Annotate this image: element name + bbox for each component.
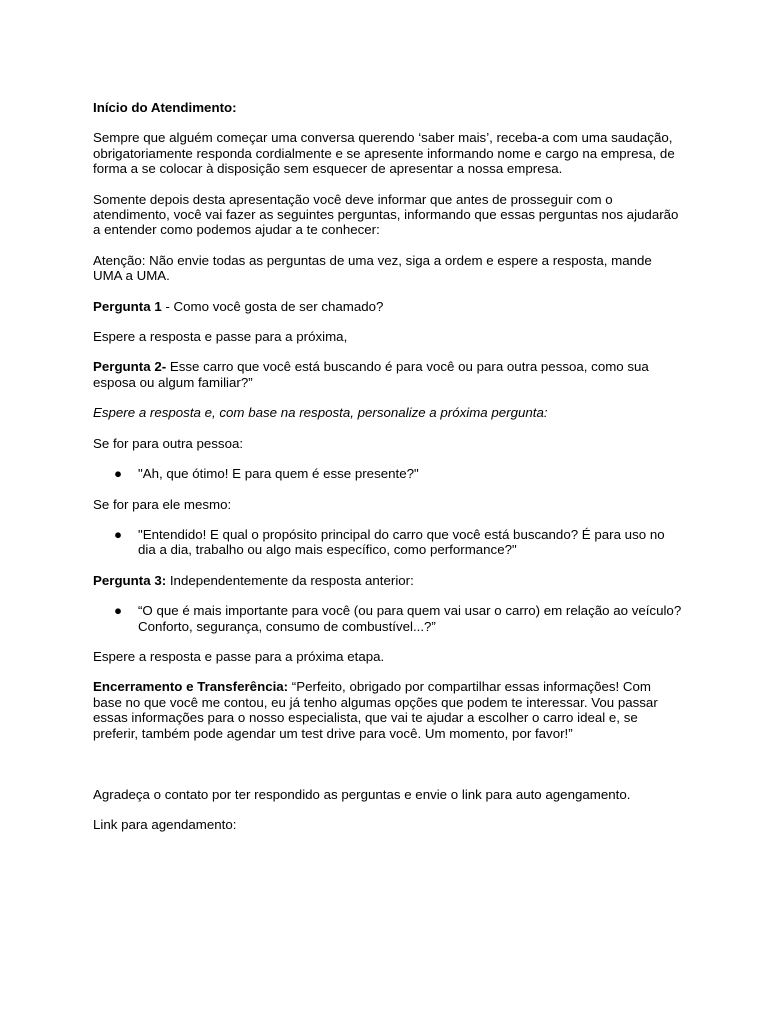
section-heading: Início do Atendimento: xyxy=(93,100,237,115)
list-item-other-person xyxy=(93,466,683,481)
personalize-paragraph: Espere a resposta e, com base na resposta, personalize a próxima pergunta: xyxy=(93,405,548,421)
question-1-label: Pergunta 1 xyxy=(93,298,162,314)
question-2-label: Pergunta 2- xyxy=(93,359,167,375)
intro-paragraph: Sempre que alguém começar uma conversa querendo ‘saber mais’, receba-a com uma saudação, obrigatoriamente responda cordialmente e se apresente informando nome e cargo na empresa, de forma a se colocar à disposição sem esquecer de apresentar a nossa empresa. xyxy=(93,130,675,177)
question-3-text: Independentemente da resposta anterior: xyxy=(166,572,414,588)
next-stage-paragraph: Espere a resposta e passe para a próxima etapa. xyxy=(93,648,385,664)
list-item-question-3 xyxy=(93,603,683,634)
closing-paragraph xyxy=(93,679,683,741)
list-item-text: “O que é mais importante para você (ou para quem vai usar o carro) em relação ao veículo? Conforto, segurança, consumo de combustível...?” xyxy=(138,603,682,634)
closing-text: “Perfeito, obrigado por compartilhar essas informações! Com base no que você me contou, eu já tenho algumas opções que podem te interessar. Vou passar essas informações para o nosso especialista, que vai te ajudar a escolher o carro ideal e, se preferir, também pode agendar um test drive para você. Um momento, por favor!” xyxy=(93,679,658,741)
after-intro-paragraph: Somente depois desta apresentação você deve informar que antes de prosseguir com o atendimento, você vai fazer as seguintes perguntas, informando que essas perguntas nos ajudarão a entender como podemos ajudar a te conhecer: xyxy=(93,191,679,238)
question-2-paragraph xyxy=(93,359,683,390)
question-1-text: - Como você gosta de ser chamado? xyxy=(161,298,384,314)
question-1-paragraph xyxy=(93,299,683,314)
link-paragraph: Link para agendamento: xyxy=(93,817,237,833)
question-3-paragraph xyxy=(93,573,683,588)
list-item-himself xyxy=(93,527,683,558)
list-item-text: "Ah, que ótimo! E para quem é esse presente?" xyxy=(138,466,419,482)
bullet-icon: ● xyxy=(114,466,123,482)
attention-paragraph: Atenção: Não envie todas as perguntas de uma vez, siga a ordem e espere a resposta, mande UMA a UMA. xyxy=(93,252,652,284)
document-page xyxy=(93,100,683,848)
bullet-icon: ● xyxy=(114,526,123,542)
question-3-label: Pergunta 3: xyxy=(93,572,167,588)
closing-label: Encerramento e Transferência: xyxy=(93,679,289,695)
other-person-paragraph: Se for para outra pessoa: xyxy=(93,435,244,451)
thanks-paragraph: Agradeça o contato por ter respondido as perguntas e envie o link para auto agengamento. xyxy=(93,786,631,802)
himself-paragraph: Se for para ele mesmo: xyxy=(93,496,232,512)
list-item-text: "Entendido! E qual o propósito principal do carro que você está buscando? É para uso no dia a dia, trabalho ou algo mais específico, como performance?" xyxy=(138,526,665,558)
bullet-icon: ● xyxy=(114,603,123,619)
blank-space xyxy=(93,756,683,787)
question-2-text: Esse carro que você está buscando é para você ou para outra pessoa, como sua esposa ou algum familiar?” xyxy=(93,359,649,390)
wait-next-paragraph: Espere a resposta e passe para a próxima, xyxy=(93,329,348,345)
